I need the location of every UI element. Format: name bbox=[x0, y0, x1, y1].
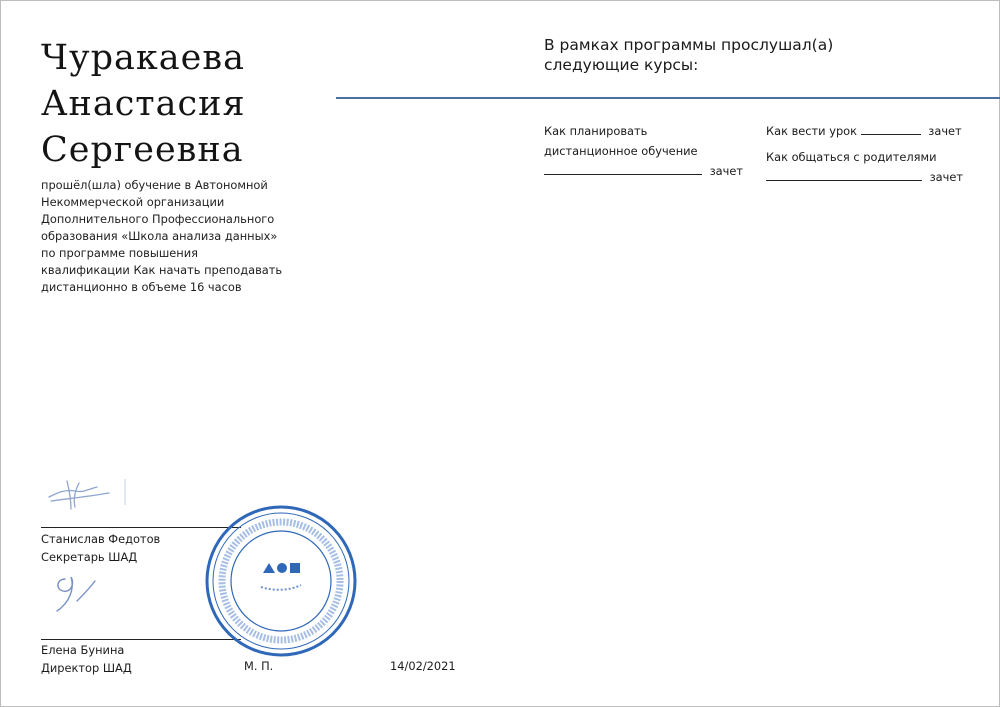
courses-heading bbox=[544, 35, 833, 75]
signatory-title: Директор ШАД bbox=[41, 661, 132, 675]
course-name-continued: дистанционное обучение bbox=[544, 144, 698, 158]
recipient-first-name: Анастасия bbox=[41, 84, 246, 124]
course-result: зачет bbox=[709, 164, 744, 178]
grade-line bbox=[766, 167, 922, 181]
official-stamp bbox=[201, 501, 361, 661]
training-description: прошёл(шла) обучение в Автономной Некоммерческой организации Дополнительного Профессионального образования «Школа анализа данных» по программе повышения квалификации Как начать преподавать дистанционно в объеме 16 часов bbox=[41, 178, 283, 294]
course-name: Как общаться с родителями bbox=[766, 150, 937, 164]
course-name: Как вести урок bbox=[766, 124, 858, 138]
signatory-title: Секретарь ШАД bbox=[41, 550, 138, 564]
signatory-name: Станислав Федотов bbox=[41, 532, 161, 546]
recipient-surname: Чуракаева bbox=[41, 38, 245, 78]
grade-line bbox=[544, 161, 702, 175]
course-item bbox=[766, 121, 962, 141]
course-result: зачет bbox=[929, 170, 964, 184]
course-item bbox=[766, 147, 963, 187]
course-name: Как планировать bbox=[544, 124, 648, 138]
section-divider bbox=[336, 97, 1000, 99]
seal-label: М. П. bbox=[244, 659, 274, 673]
recipient-patronymic: Сергеевна bbox=[41, 130, 244, 170]
signature-fedotov bbox=[45, 475, 135, 515]
courses-heading-line2: следующие курсы: bbox=[544, 56, 699, 74]
courses-heading-line1: В рамках программы прослушал(а) bbox=[544, 36, 834, 54]
course-result: зачет bbox=[928, 124, 962, 138]
signature-bunina bbox=[49, 571, 109, 617]
recipient-name bbox=[41, 35, 246, 173]
grade-line bbox=[861, 121, 921, 135]
issue-date: 14/02/2021 bbox=[390, 659, 456, 673]
signatory-director bbox=[41, 641, 132, 677]
course-item bbox=[544, 121, 743, 181]
signatory-name: Елена Бунина bbox=[41, 643, 125, 657]
signatory-secretary bbox=[41, 530, 160, 566]
